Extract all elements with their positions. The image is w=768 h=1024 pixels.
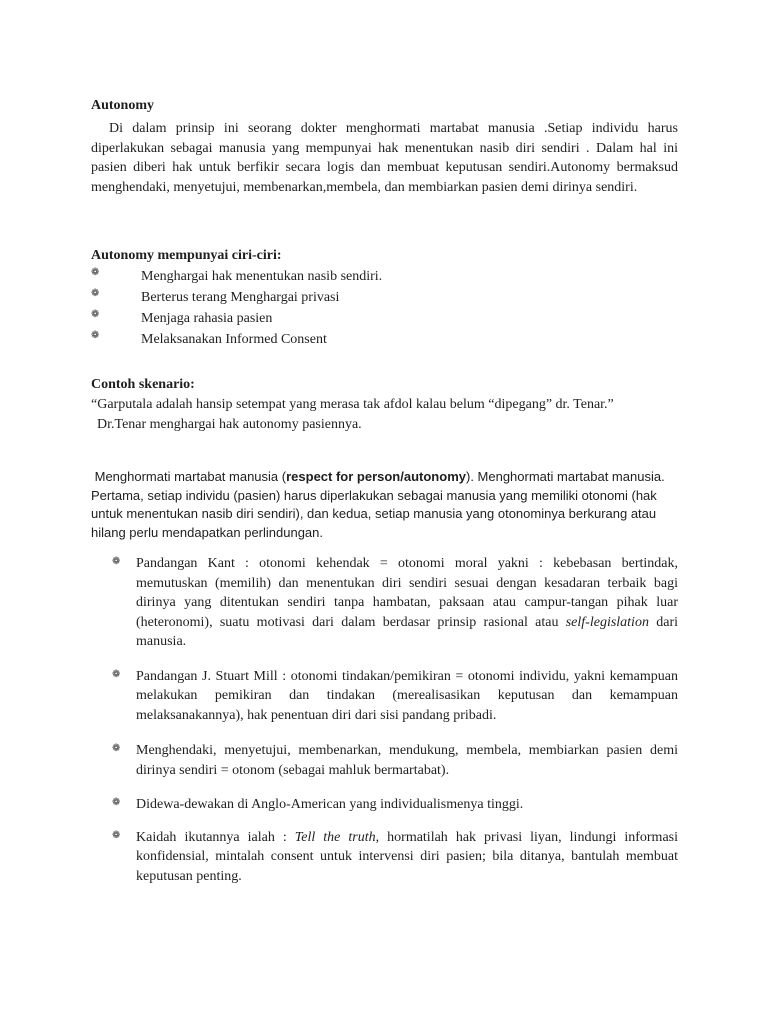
respect-paragraph: Menghormati martabat manusia (respect for person/autonomy). Menghormati martabat manusia. Pertama, setiap individu (pasien) harus diperlakukan sebagai manusia yang memiliki otonomi (hak untuk menentukan nasib diri sendiri), dan kedua, setiap manusia yang otonominya berkurang atau hilang perlu mendapatkan perlindungan. — [91, 469, 665, 540]
list-item: ❁ Pandangan J. Stuart Mill : otonomi tindakan/pemikiran = otonomi individu, yakni kemampuan melakukan pemikiran dan tindakan (merealisasikan keputusan dan kemampuan melaksanakannya), hak penentuan diri dari sisi pandang pribadi. — [112, 668, 678, 723]
flower-bullet-icon: ❁ — [91, 267, 100, 278]
list-item: ❁ Didewa-dewakan di Anglo-American yang individualismenya tinggi. — [112, 797, 524, 812]
list-item: ❁ Menghendaki, menyetujui, membenarkan, mendukung, membela, membiarkan pasien demi dirinya sendiri = otonom (sebagai mahluk bermartabat). — [112, 743, 678, 778]
ciri-ciri-list — [91, 266, 591, 350]
heading-autonomy: Autonomy — [91, 98, 155, 113]
flower-bullet-icon: ❁ — [112, 829, 121, 841]
flower-bullet-icon: ❁ — [91, 309, 100, 320]
flower-bullet-icon: ❁ — [91, 330, 100, 341]
flower-bullet-icon: ❁ — [112, 797, 121, 808]
list-item: ❁ Menghargai hak menentukan nasib sendiri. — [91, 267, 383, 284]
flower-bullet-icon: ❁ — [112, 556, 121, 567]
scenario-quote: “Garputala adalah hansip setempat yang merasa tak afdol kalau belum “dipegang” dr. Tenar.” — [91, 397, 614, 412]
list-item: ❁ Pandangan Kant : otonomi kehendak = otonomi moral yakni : kebebasan bertindak, memutuskan (memilih) dan menentukan diri sendiri sesuai dengan kesadaran terbaik bagi dirinya yang ditentukan sendiri tanpa hambatan, paksaan atau campur-tangan pihak luar (heteronomi), suatu motivasi dari dalam berdasar prinsip rasional atau self-legislation dari manusia. — [112, 556, 678, 649]
flower-bullet-icon: ❁ — [112, 743, 121, 754]
flower-bullet-icon: ❁ — [91, 288, 100, 299]
heading-contoh-skenario: Contoh skenario: — [91, 377, 195, 392]
autonomy-paragraph: Di dalam prinsip ini seorang dokter menghormati martabat manusia .Setiap individu harus diperlakukan sebagai manusia yang mempunyai hak menentukan nasib diri sendiri . Dalam hal ini pasien diberi hak untuk berfikir secara logis dan membuat keputusan sendiri.Autonomy bermaksud menghendaki, menyetujui, membenarkan,membela, dan membiarkan pasien demi dirinya sendiri. — [91, 121, 678, 195]
heading-ciri-ciri: Autonomy mempunyai ciri-ciri: — [91, 248, 282, 263]
list-item: ❁ Kaidah ikutannya ialah : Tell the truth, hormatilah hak privasi liyan, lindungi informasi konfidensial, mintalah consent untuk intervensi diri pasien; bila ditanya, bantulah membuat keputusan penting. — [112, 829, 678, 884]
scenario-line: Dr.Tenar menghargai hak autonomy pasiennya. — [97, 417, 362, 432]
list-item: ❁ Berterus terang Menghargai privasi — [91, 288, 340, 305]
flower-bullet-icon: ❁ — [112, 668, 121, 680]
list-item: ❁ Menjaga rahasia pasien — [91, 309, 273, 326]
autonomy-points-list — [112, 554, 678, 886]
list-item: ❁ Melaksanakan Informed Consent — [91, 330, 327, 347]
